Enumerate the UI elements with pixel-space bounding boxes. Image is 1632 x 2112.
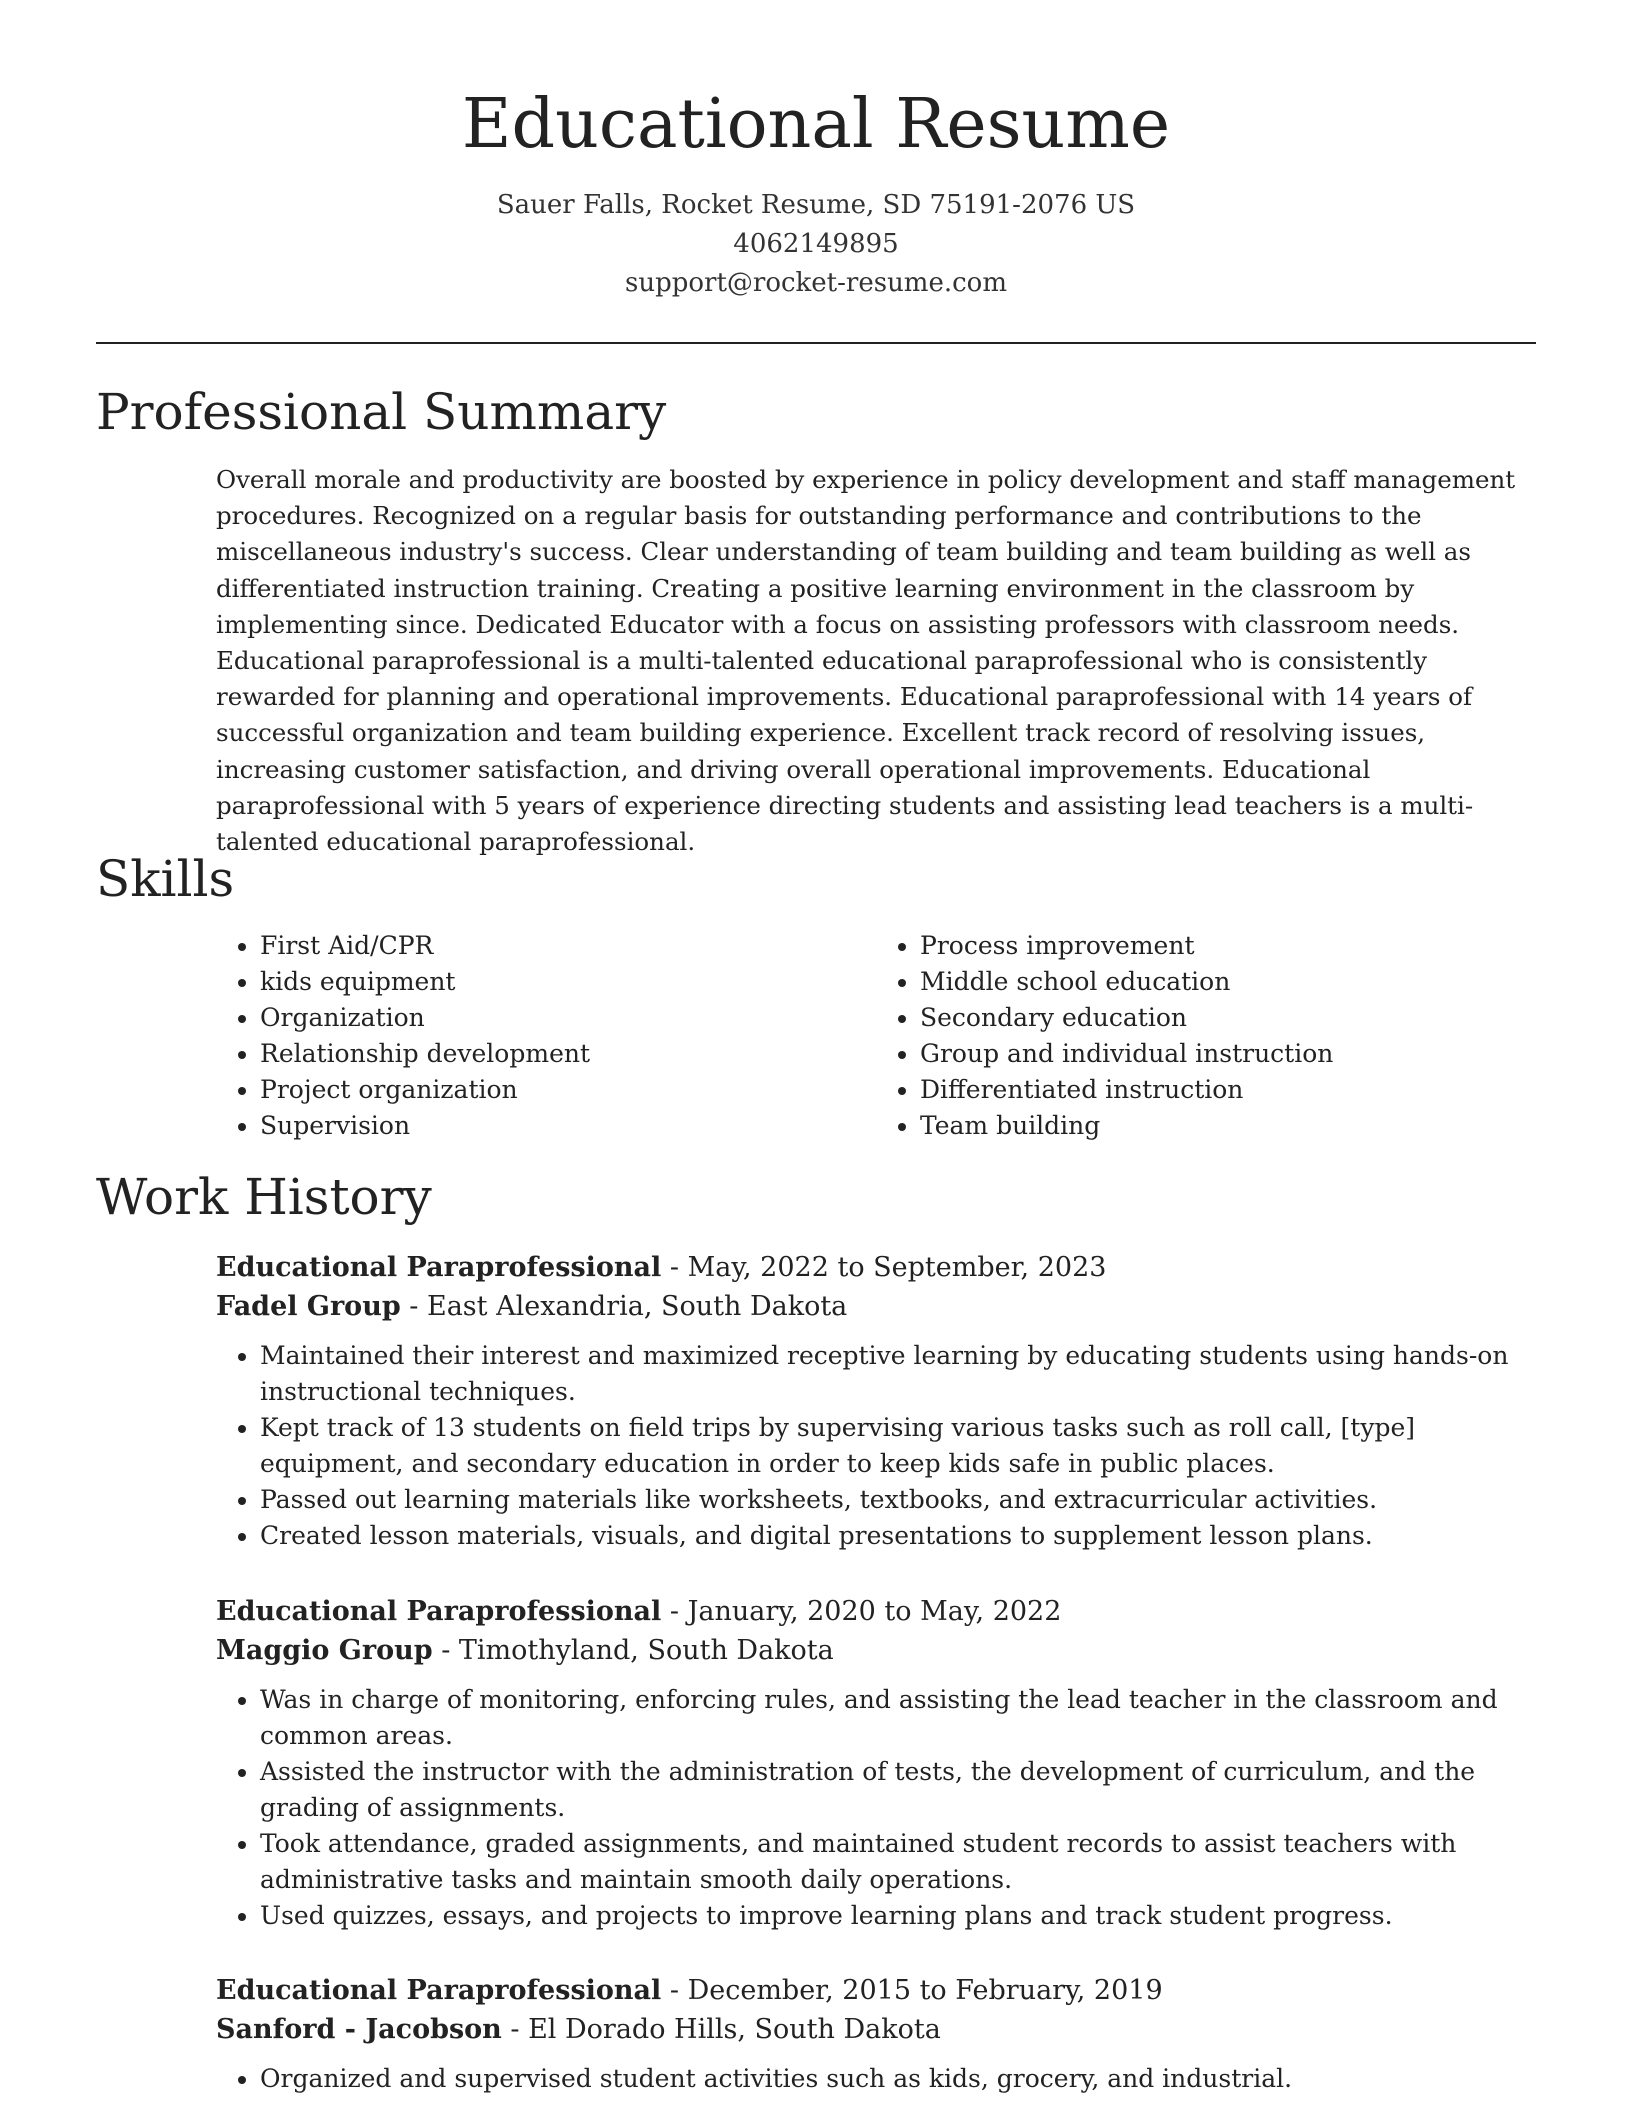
- job-company: Fadel Group: [216, 1291, 401, 1322]
- email: support@rocket-resume.com: [624, 268, 1007, 298]
- resume-header: [96, 80, 1536, 303]
- skill-item: • Team building: [920, 1108, 1536, 1144]
- job-bullet: • Maintained their interest and maximized receptive learning by educating students using hands-on instructional techniques.: [260, 1338, 1538, 1410]
- job-location: East Alexandria, South Dakota: [427, 1291, 848, 1322]
- job-entry: [216, 1592, 1538, 1934]
- skill-item: • Relationship development: [260, 1036, 876, 1072]
- job-title-line: Educational Paraprofessional - May, 2022 to September, 2023: [216, 1252, 1107, 1283]
- job-dates: May, 2022 to September, 2023: [687, 1252, 1107, 1283]
- summary-heading: Professional Summary: [96, 383, 667, 441]
- skill-item: • Group and individual instruction: [920, 1036, 1536, 1072]
- skill-item: • First Aid/CPR: [260, 928, 876, 964]
- job-bullet: • Organized and supervised student activities such as kids, grocery, and industrial.: [260, 2061, 1538, 2097]
- job-bullets: [216, 2061, 1538, 2097]
- header-divider: [96, 342, 1536, 344]
- job-company-line: Maggio Group - Timothyland, South Dakota: [216, 1635, 834, 1666]
- job-bullet: • Took attendance, graded assignments, and maintained student records to assist teachers with administrative tasks and maintain smooth daily operations.: [260, 1826, 1538, 1898]
- job-company: Maggio Group: [216, 1635, 433, 1666]
- job-location: Timothyland, South Dakota: [458, 1635, 834, 1666]
- job-location: El Dorado Hills, South Dakota: [528, 2014, 941, 2045]
- job-bullet: • Created lesson materials, visuals, and digital presentations to supplement lesson plans.: [260, 1518, 1538, 1554]
- job-bullet: • Was in charge of monitoring, enforcing rules, and assisting the lead teacher in the classroom and common areas.: [260, 1682, 1538, 1754]
- phone: 4062149895: [733, 229, 899, 259]
- skill-item: • Project organization: [260, 1072, 876, 1108]
- job-bullet: • Passed out learning materials like worksheets, textbooks, and extracurricular activities.: [260, 1482, 1538, 1518]
- job-title: Educational Paraprofessional: [216, 1975, 662, 2006]
- work-history-heading: Work History: [96, 1168, 432, 1226]
- skill-item: • Middle school education: [920, 964, 1536, 1000]
- job-dates: January, 2020 to May, 2022: [687, 1596, 1062, 1627]
- skills-heading: Skills: [96, 850, 235, 908]
- job-bullet: • Assisted the instructor with the administration of tests, the development of curriculum, and the grading of assignments.: [260, 1754, 1538, 1826]
- skill-item: • Process improvement: [920, 928, 1536, 964]
- skills-column-left: [216, 928, 876, 1144]
- job-entry: [216, 1248, 1538, 1554]
- job-entry: [216, 1971, 1538, 2097]
- skill-item: • kids equipment: [260, 964, 876, 1000]
- skills-list: [216, 928, 1536, 1144]
- summary-text: Overall morale and productivity are boosted by experience in policy development and staff management procedures. Recognized on a regular basis for outstanding performance and contributions to the miscellaneous industry's success. Clear understanding of team building and team building as well as differentiated instruction training. Creating a positive learning environment in the classroom by implementing since. Dedicated Educator with a focus on assisting professors with classroom needs. Educational paraprofessional is a multi-talented educational paraprofessional who is consistently rewarded for planning and operational improvements. Educational paraprofessional with 14 years of successful organization and team building experience. Excellent track record of resolving issues, increasing customer satisfaction, and driving overall operational improvements. Educational paraprofessional with 5 years of experience directing students and assisting lead teachers is a multi-talented educational paraprofessional.: [216, 465, 1516, 857]
- skill-item: • Organization: [260, 1000, 876, 1036]
- job-bullets: [216, 1682, 1538, 1934]
- skill-item: • Supervision: [260, 1108, 876, 1144]
- job-dates: December, 2015 to February, 2019: [687, 1975, 1163, 2006]
- job-title-line: Educational Paraprofessional - January, 2020 to May, 2022: [216, 1596, 1062, 1627]
- job-bullet: • Kept track of 13 students on field trips by supervising various tasks such as roll call, [type] equipment, and secondary education in order to keep kids safe in public places.: [260, 1410, 1538, 1482]
- job-bullet: • Used quizzes, essays, and projects to improve learning plans and track student progress.: [260, 1898, 1538, 1934]
- job-title: Educational Paraprofessional: [216, 1252, 662, 1283]
- job-title-line: Educational Paraprofessional - December, 2015 to February, 2019: [216, 1975, 1163, 2006]
- job-company-line: Fadel Group - East Alexandria, South Dakota: [216, 1291, 848, 1322]
- address: Sauer Falls, Rocket Resume, SD 75191-2076 US: [496, 190, 1136, 220]
- job-company-line: Sanford - Jacobson - El Dorado Hills, South Dakota: [216, 2014, 941, 2045]
- skill-item: • Secondary education: [920, 1000, 1536, 1036]
- job-company: Sanford - Jacobson: [216, 2014, 502, 2045]
- skills-column-right: [876, 928, 1536, 1144]
- resume-title: Educational Resume: [461, 85, 1171, 164]
- skill-item: • Differentiated instruction: [920, 1072, 1536, 1108]
- job-title: Educational Paraprofessional: [216, 1596, 662, 1627]
- job-bullets: [216, 1338, 1538, 1554]
